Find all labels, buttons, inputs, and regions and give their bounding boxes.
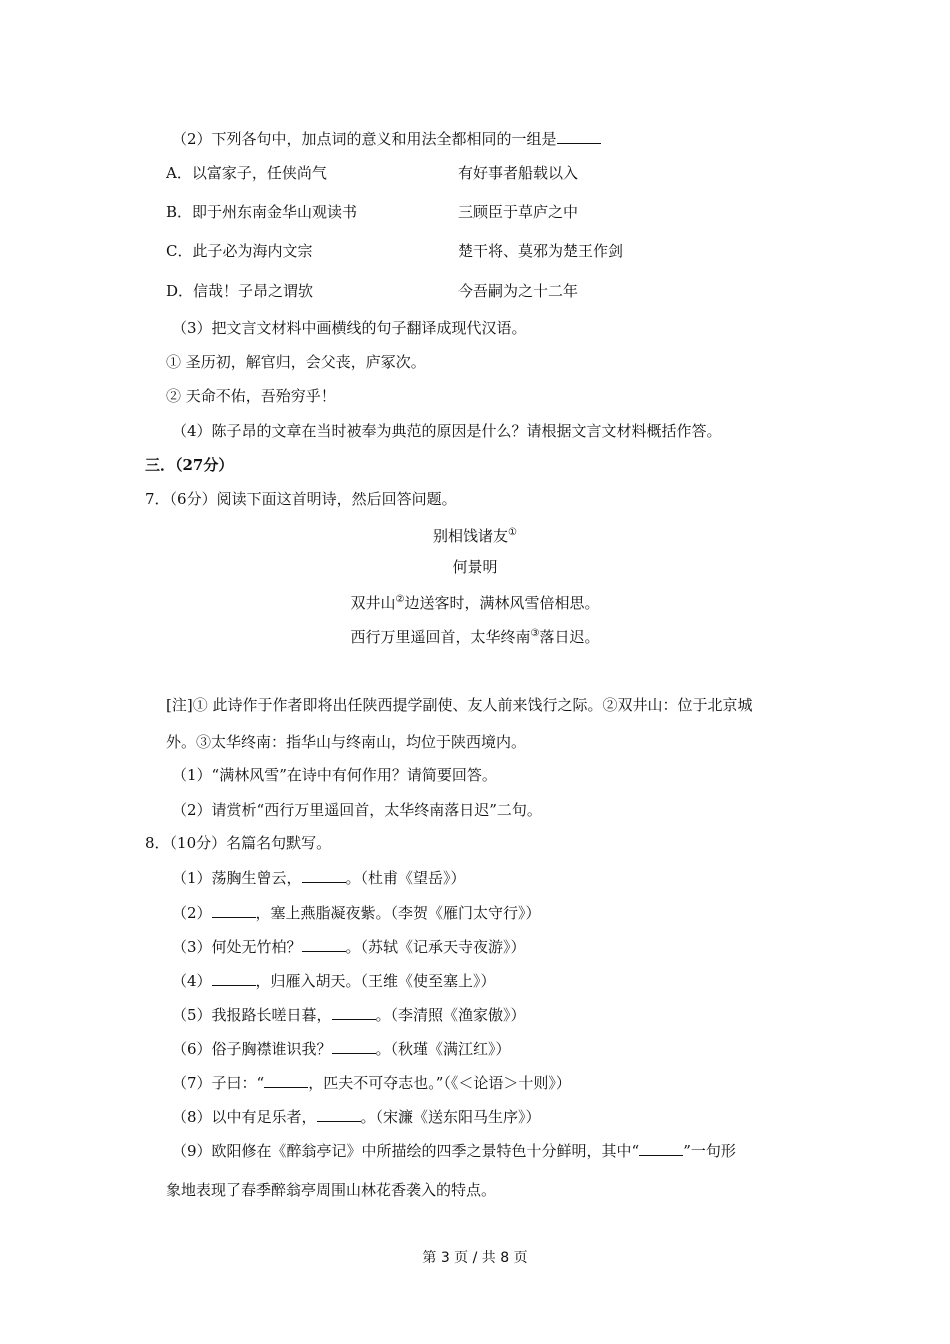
q8-item-8-post: 。（宋濂《送东阳马生序》） [360,1108,541,1126]
q8-item-8-pre: （8）以中有足乐者， [172,1108,317,1126]
poem-line-2 [0,624,950,647]
poem-author: 何景明 [452,558,498,576]
poem-line-1-b: 边送客时，满林风雪倍相思。 [404,594,600,612]
poem-title-footnote: ① [508,527,517,538]
answer-blank [212,902,256,918]
q8-item-7 [172,1072,571,1093]
q8-item-9 [172,1140,736,1161]
poem-line-1-footnote: ② [395,594,405,605]
option-a-right: 有好事者船载以入 [458,164,579,182]
q8-item-6-post: 。（秋瑾《满江红》） [375,1040,511,1058]
q8-item-3-post: 。（苏轼《记承天寺夜游》） [345,938,526,956]
option-c-left: C．此子必为海内文宗 [166,242,313,260]
poem-line-2-a: 西行万里遥回首，太华终南 [350,628,531,646]
answer-blank [302,867,346,883]
poem-title-text: 别相饯诸友 [433,527,509,545]
q6-sub3-item1: ① 圣历初，解官归，会父丧，庐冢次。 [166,353,426,371]
q8-item-9-line-2: 象地表现了春季醉翁亭周围山林花香袭入的特点。 [166,1181,497,1199]
poem-line-1 [0,590,950,613]
q7-sub1: （1）“满林风雪”在诗中有何作用？请简要回答。 [172,766,497,784]
option-a [166,163,866,183]
option-d-left: D．信哉！子昂之谓欤 [166,282,314,300]
option-b-left: B．即于州东南金华山观读书 [166,203,358,221]
q8-item-6-pre: （6）俗子胸襟谁识我？ [172,1040,332,1058]
q8-item-5 [172,1004,526,1025]
poem-line-2-b: 落日迟。 [539,628,600,646]
poem-note-line-1: [注]① 此诗作于作者即将出任陕西提学副使、友人前来饯行之际。②双井山：位于北京城 [166,696,753,714]
q8-item-6 [172,1038,511,1059]
q6-sub2 [172,128,601,149]
option-a-left: A．以富家子，任侠尚气 [166,164,327,182]
page-footer: 第 3 页 / 共 8 页 [422,1250,528,1266]
q8-item-7-pre: （7）子曰：“ [172,1074,265,1092]
q8-item-1 [172,867,466,888]
q6-sub4: （4）陈子昂的文章在当时被奉为典范的原因是什么？请根据文言文材料概括作答。 [172,422,722,440]
q8-item-2 [172,902,541,923]
q8-item-9-pre: （9）欧阳修在《醉翁亭记》中所描绘的四季之景特色十分鲜明，其中“ [172,1142,640,1160]
q8-item-5-pre: （5）我报路长嗟日暮， [172,1006,332,1024]
poem-line-1-a: 双井山 [350,594,396,612]
q8-item-3-pre: （3）何处无竹柏？ [172,938,302,956]
answer-blank [317,1106,361,1122]
answer-blank [639,1140,683,1156]
q8-item-1-post: 。（杜甫《望岳》） [345,869,466,887]
q6-sub3: （3）把文言文材料中画横线的句子翻译成现代汉语。 [172,319,527,337]
poem-line-2-footnote: ③ [530,628,540,639]
answer-blank [332,1004,376,1020]
poem-title [0,523,950,546]
option-b-right: 三顾臣于草庐之中 [458,203,579,221]
q8-item-3 [172,936,526,957]
q8-item-7-post: ，匹夫不可夺志也。”（《＜论语＞十则》） [308,1074,571,1092]
q7-sub2: （2）请赏析“西行万里遥回首，太华终南落日迟”二句。 [172,801,542,819]
q8-item-8 [172,1106,541,1127]
option-d-right: 今吾嗣为之十二年 [458,282,579,300]
q8-item-4-pre: （4） [172,972,212,990]
q8-item-2-pre: （2） [172,904,212,922]
q8-item-4-post: ，归雁入胡天。（王维《使至塞上》） [255,972,496,990]
q8-stem: 8．（10分）名篇名句默写。 [145,834,332,852]
q8-item-2-post: ，塞上燕脂凝夜紫。（李贺《雁门太守行》） [255,904,541,922]
q8-item-4 [172,970,496,991]
answer-blank [302,936,346,952]
option-b [166,202,866,222]
q8-item-5-post: 。（李清照《渔家傲》） [375,1006,526,1024]
section-heading: 三．（27分） [145,456,234,474]
q6-sub3-item2: ② 天命不佑，吾殆穷乎！ [166,387,336,405]
option-c [166,241,866,261]
answer-blank [264,1072,308,1088]
answer-blank [557,128,601,144]
option-c-right: 楚干将、莫邪为楚王作剑 [458,242,624,260]
answer-blank [332,1038,376,1054]
poem-note-line-2: 外。③太华终南：指华山与终南山，均位于陕西境内。 [166,733,527,751]
option-d [166,281,866,301]
answer-blank [212,970,256,986]
q8-item-9-post: ”一句形 [683,1142,736,1160]
q8-item-1-pre: （1）荡胸生曾云， [172,869,302,887]
q7-stem: 7．（6分）阅读下面这首明诗，然后回答问题。 [145,490,457,508]
q6-sub2-text: （2）下列各句中，加点词的意义和用法全都相同的一组是 [172,130,557,148]
